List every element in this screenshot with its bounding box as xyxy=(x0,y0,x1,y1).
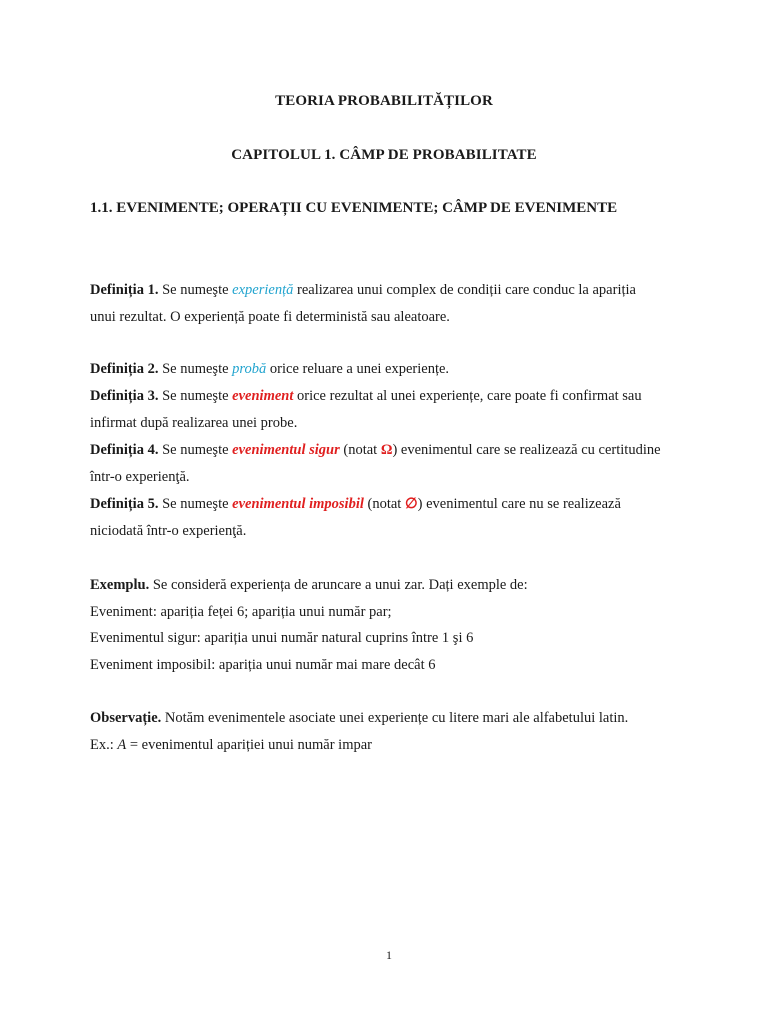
definition-1-text-post: realizarea unui complex de condiții care conduc la apariția xyxy=(293,282,636,298)
example-block xyxy=(90,572,690,678)
definition-3-line-2: infirmat după realizarea unei probe. xyxy=(90,414,298,431)
definition-3-text-pre: Se numeşte xyxy=(158,388,233,404)
example-line-1: Eveniment: apariția feței 6; apariția unui număr par; xyxy=(90,603,392,620)
section-title: 1.1. EVENIMENTE; OPERAȚII CU EVENIMENTE; CÂMP DE EVENIMENTE xyxy=(90,200,618,216)
definition-3-label: Definiția 3. xyxy=(90,388,159,404)
definition-2-label: Definiția 2. xyxy=(90,361,159,377)
term-experienta: experiență xyxy=(232,282,294,298)
chapter-title: CAPITOLUL 1. CÂMP DE PROBABILITATE xyxy=(231,147,537,163)
observation-example-text: = evenimentul apariției unui număr impar xyxy=(126,736,372,753)
example-intro xyxy=(90,572,690,599)
definition-5 xyxy=(90,491,690,544)
definition-3-line-1 xyxy=(90,383,690,410)
definition-1-line-1 xyxy=(90,277,690,304)
empty-set-symbol: ∅ xyxy=(404,496,418,512)
omega-symbol: Ω xyxy=(380,442,393,458)
page-number: 1 xyxy=(386,948,392,962)
observation-example-prefix: Ex.: xyxy=(90,736,118,753)
definition-5-line-2: niciodată într-o experienţă. xyxy=(90,522,247,539)
definition-4 xyxy=(90,437,690,490)
definition-3-text-post: orice rezultat al unei experiențe, care poate fi confirmat sau xyxy=(293,388,642,404)
definition-4-text-post: evenimentul care se realizează cu certitudine xyxy=(397,442,661,458)
definition-2-line-1 xyxy=(90,356,690,383)
definition-4-notat-open: (notat xyxy=(339,442,381,458)
observation-example-var: A xyxy=(117,736,127,753)
definition-3 xyxy=(90,383,690,436)
definition-4-notat-close: ) xyxy=(392,442,398,458)
definition-4-line-2: într-o experienţă. xyxy=(90,468,190,485)
observation-label: Observație. xyxy=(90,710,162,726)
definition-4-text-pre: Se numeşte xyxy=(158,442,233,458)
main-title: TEORIA PROBABILITĂȚILOR xyxy=(275,93,493,109)
definition-5-text-pre: Se numeşte xyxy=(158,496,233,512)
definition-2-text-post: orice reluare a unei experiențe. xyxy=(266,361,450,377)
definition-5-notat-close: ) xyxy=(417,496,423,512)
definition-2 xyxy=(90,356,690,383)
definition-5-text-post: evenimentul care nu se realizează xyxy=(422,496,621,512)
term-proba: probă xyxy=(232,361,267,377)
term-evenimentul-sigur: evenimentul sigur xyxy=(232,442,340,458)
example-intro-text: Se consideră experiența de aruncare a unui zar. Dați exemple de: xyxy=(149,577,528,593)
definition-1 xyxy=(90,277,690,330)
definition-1-line-2: unui rezultat. O experiență poate fi deterministă sau aleatoare. xyxy=(90,308,450,325)
definition-4-line-1 xyxy=(90,437,690,464)
observation-block xyxy=(90,705,690,758)
observation-example xyxy=(90,732,690,759)
example-line-3: Eveniment imposibil: apariția unui număr mai mare decât 6 xyxy=(90,656,436,673)
term-eveniment: eveniment xyxy=(232,388,294,404)
definition-1-text-pre: Se numeşte xyxy=(158,282,233,298)
definition-2-text-pre: Se numeşte xyxy=(158,361,233,377)
example-line-2: Evenimentul sigur: apariția unui număr natural cuprins între 1 şi 6 xyxy=(90,630,474,646)
observation-text: Notăm evenimentele asociate unei experiențe cu litere mari ale alfabetului latin. xyxy=(161,710,629,726)
definition-5-label: Definiția 5. xyxy=(90,496,159,512)
example-label: Exemplu. xyxy=(90,577,150,593)
definition-5-line-1 xyxy=(90,491,690,518)
definition-5-notat-open: (notat xyxy=(363,496,405,512)
definition-1-label: Definiția 1. xyxy=(90,282,159,298)
definition-4-label: Definiția 4. xyxy=(90,442,159,458)
term-evenimentul-imposibil: evenimentul imposibil xyxy=(232,496,364,512)
observation-line xyxy=(90,705,690,732)
